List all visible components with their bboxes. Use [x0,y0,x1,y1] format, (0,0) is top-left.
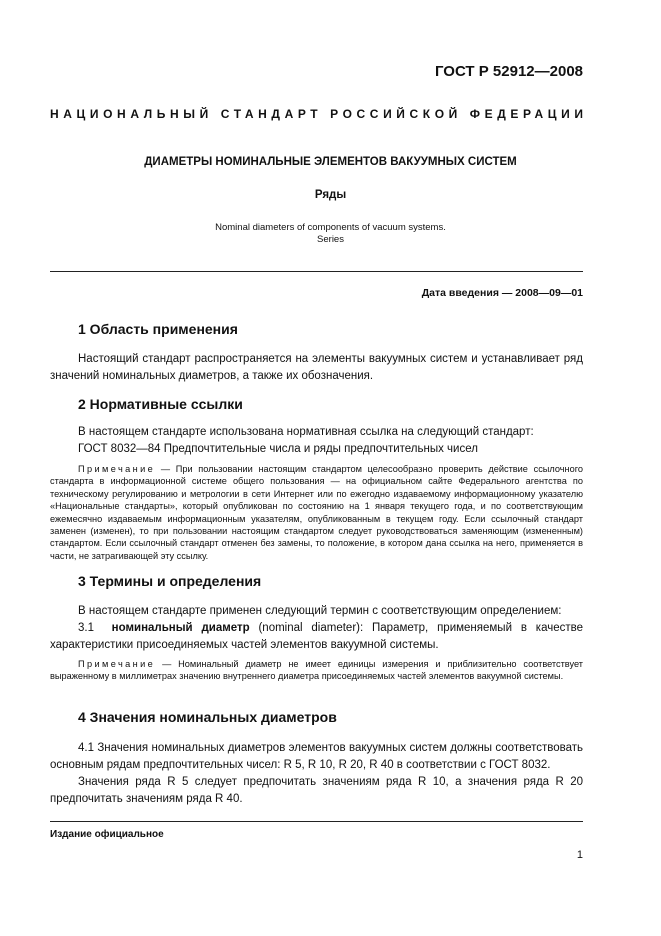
section4-paragraph2: Значения ряда R 5 следует предпочитать значениям ряда R 10, а значения ряда R 20 предпочитать значениям ряда R 40. [50,776,583,805]
title-divider [50,271,583,272]
section2-reference: ГОСТ 8032—84 Предпочтительные числа и ряды предпочтительных чисел [78,443,478,455]
term-definition: (nominal diameter): Параметр, применяемый в качестве характеристики присоединяемых частей элементов вакуумной системы. [50,622,583,651]
section4-heading: 4 Значения номинальных диаметров [78,709,337,725]
document-code: ГОСТ Р 52912—2008 [434,63,583,80]
section3-note-text: — Номинальный диаметр не имеет единицы измерения и приблизительно соответствует выраженному в миллиметрах значению внутреннего диаметра присоединяемых частей элементов вакуумной системы. [50,659,583,682]
english-title [0,222,661,246]
section2-note-text: — При пользовании настоящим стандартом целесообразно проверить действие ссылочного стандарта в информационной системе общего пользования — на официальном сайте Федерального агентства по техническому регулированию и метрологии в сети Интернет или по ежегодно издаваемому информационному указателю «Национальные стандарты», который опубликован по состоянию на 1 января текущего года, и по соответствующим ежемесячно издаваемым информационным указателям, опубликованным в текущем году. Если ссылочный стандарт заменен (изменен), то при пользовании настоящим стандартом следует руководствоваться заменяющим (измененным) стандартом. Если ссылочный стандарт отменен без замены, то положение, в котором дана ссылка на него, применяется в части, не затрагивающей эту ссылку. [50,464,583,561]
document-title: ДИАМЕТРЫ НОМИНАЛЬНЫЕ ЭЛЕМЕНТОВ ВАКУУМНЫХ СИСТЕМ [144,156,517,168]
standard-banner: НАЦИОНАЛЬНЫЙ СТАНДАРТ РОССИЙСКОЙ ФЕДЕРАЦИИ [50,107,588,121]
document-subtitle: Ряды [314,189,347,201]
section3-note [50,658,583,683]
section2-note-label: Примечание [78,464,156,474]
edition-label: Издание официальное [50,829,164,840]
english-title-line1: Nominal diameters of components of vacuum systems. [215,222,446,233]
section2-note [50,463,583,562]
english-title-line2: Series [317,234,344,245]
section3-text: В настоящем стандарте применен следующий термин с соответствующим определением: [78,605,562,617]
footer-divider [50,821,583,822]
term-number: 3.1 [78,622,94,634]
section1-heading: 1 Область применения [78,321,238,337]
section4-paragraph1: 4.1 Значения номинальных диаметров элементов вакуумных систем должны соответствовать основным рядам предпочтительных чисел: R 5, R 10, R 20, R 40 в соответствии с ГОСТ 8032. [50,742,583,771]
section2-heading: 2 Нормативные ссылки [78,396,243,412]
effective-date: Дата введения — 2008—09—01 [421,287,583,299]
page-number: 1 [576,849,583,861]
section3-note-label: Примечание [78,659,156,669]
section1-text: Настоящий стандарт распространяется на элементы вакуумных систем и устанавливает ряд значений номинальных диаметров, а также их обозначения. [50,353,583,382]
term-name: номинальный диаметр [111,622,250,634]
section2-text: В настоящем стандарте использована нормативная ссылка на следующий стандарт: [78,426,534,438]
section3-term [50,620,583,654]
section3-heading: 3 Термины и определения [78,573,262,589]
